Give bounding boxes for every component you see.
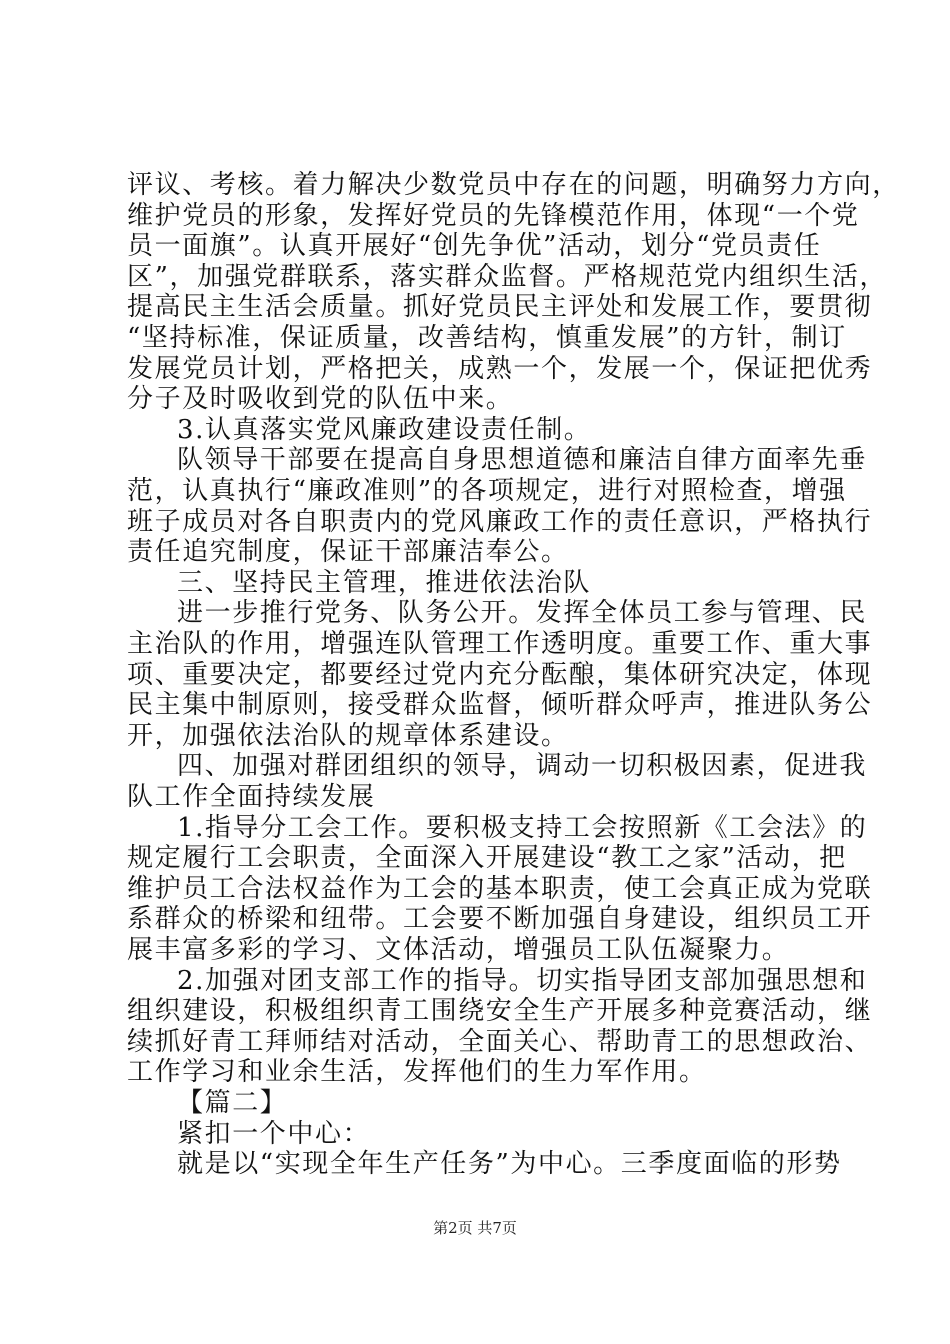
text-line: 规定履行工会职责，全面深入开展建设“教工之家”活动，把 [127, 843, 847, 874]
section-heading: 三、坚持民主管理，推进依法治队 [177, 567, 592, 598]
page-footer: 第2页 共7页 [433, 1219, 517, 1237]
text-line: 责任追究制度，保证干部廉洁奉公。 [127, 537, 569, 568]
text-line: 就是以“实现全年生产任务”为中心。三季度面临的形势 [177, 1149, 842, 1180]
text-line: 紧扣一个中心： [177, 1118, 371, 1149]
text-line: 维护党员的形象，发挥好党员的先锋模范作用，体现“一个党 [127, 200, 860, 231]
text-line: 分子及时吸收到党的队伍中来。 [127, 384, 514, 415]
text-line: 工作学习和业余生活，发挥他们的生力军作用。 [127, 1057, 707, 1088]
text-line: 2.加强对团支部工作的指导。切实指导团支部加强思想和 [177, 965, 868, 996]
text-line: 续抓好青工拜师结对活动，全面关心、帮助青工的思想政治、 [127, 1026, 873, 1057]
text-line: 班子成员对各自职责内的党风廉政工作的责任意识，严格执行 [127, 506, 873, 537]
text-line: 主治队的作用，增强连队管理工作透明度。重要工作、重大事 [127, 629, 873, 659]
text-line: 提高民主生活会质量。抓好党员民主评处和发展工作，要贯彻 [127, 292, 873, 323]
text-line: 队领导干部要在提高自身思想道德和廉洁自律方面率先垂 [177, 445, 868, 476]
text-line: 组织建设，积极组织青工围绕安全生产开展多种竞赛活动，继 [127, 996, 873, 1027]
text-line: 民主集中制原则，接受群众监督，倾听群众呼声，推进队务公 [127, 690, 873, 721]
text-line: 1.指导分工会工作。要积极支持工会按照新《工会法》的 [177, 812, 868, 843]
text-line: 3.认真落实党风廉政建设责任制。 [177, 414, 592, 445]
text-line: 维护员工合法权益作为工会的基本职责，使工会真正成为党联 [127, 873, 873, 904]
text-line: 评议、考核。着力解决少数党员中存在的问题，明确努力方向， [127, 170, 900, 200]
section-heading: 【篇二】 [177, 1088, 288, 1118]
text-line: 员一面旗”。认真开展好“创先争优”活动，划分“党员责任 [127, 231, 822, 262]
text-line: 区”，加强党群联系，落实群众监督。严格规范党内组织生活， [127, 261, 888, 292]
text-line: 系群众的桥梁和纽带。工会要不断加强自身建设，组织员工开 [127, 904, 873, 935]
text-line: 开，加强依法治队的规章体系建设。 [127, 720, 569, 751]
text-line: 发展党员计划，严格把关，成熟一个，发展一个，保证把优秀 [127, 353, 873, 384]
section-heading: 四、加强对群团组织的领导，调动一切积极因素，促进我 [177, 751, 868, 782]
text-line: 进一步推行党务、队务公开。发挥全体员工参与管理、民 [177, 598, 868, 629]
text-line: 范，认真执行“廉政准则”的各项规定，进行对照检查，增强 [127, 476, 847, 506]
text-line: “坚持标准，保证质量，改善结构，慎重发展”的方针，制订 [127, 323, 847, 353]
text-line: 项、重要决定，都要经过党内充分酝酿，集体研究决定，体现 [127, 659, 873, 690]
section-heading: 队工作全面持续发展 [127, 782, 376, 812]
text-line: 展丰富多彩的学习、文体活动，增强员工队伍凝聚力。 [127, 935, 790, 965]
